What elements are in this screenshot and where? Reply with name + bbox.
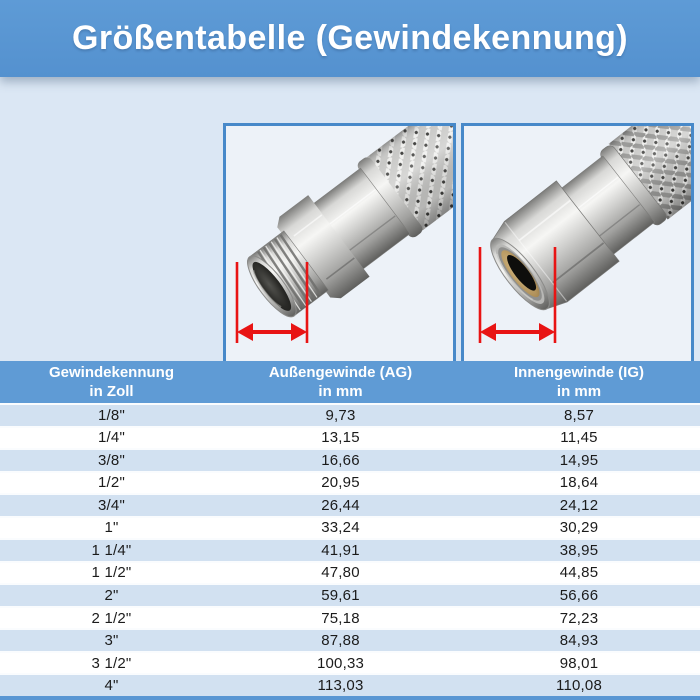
cell-zoll: 2" <box>104 587 119 605</box>
table-row <box>0 493 700 516</box>
cell-ig: 44,85 <box>559 564 599 582</box>
cell-ig: 98,01 <box>559 654 599 672</box>
cell-zoll: 1/8" <box>98 406 125 424</box>
cell-zoll: 1 1/2" <box>91 564 132 582</box>
cell-ag: 87,88 <box>321 632 360 650</box>
cell-ig: 56,66 <box>559 587 599 605</box>
cell-ag: 16,66 <box>321 451 360 469</box>
cell-ig: 84,93 <box>559 632 599 650</box>
cell-zoll: 3/8" <box>98 451 125 469</box>
table-row <box>0 403 700 426</box>
size-table <box>0 361 700 700</box>
cell-ig: 8,57 <box>564 406 594 424</box>
table-row <box>0 426 700 449</box>
cell-ig: 18,64 <box>559 474 599 492</box>
cell-ag: 75,18 <box>321 609 360 627</box>
column-header-ig-line2: in mm <box>556 383 602 400</box>
column-header-ig-line1: Innengewinde (IG) <box>514 364 644 381</box>
title-banner <box>0 0 700 77</box>
table-row <box>0 651 700 674</box>
table-row <box>0 538 700 561</box>
table-row <box>0 448 700 471</box>
male-thread-illustration <box>226 126 453 361</box>
cell-ag: 113,03 <box>317 677 364 695</box>
table-row <box>0 561 700 584</box>
cell-zoll: 3/4" <box>98 496 125 514</box>
cell-ig: 38,95 <box>559 541 599 559</box>
table-body <box>0 403 700 696</box>
cell-ag: 100,33 <box>316 654 365 672</box>
table-row <box>0 628 700 651</box>
cell-zoll: 4" <box>104 677 119 695</box>
table-row <box>0 516 700 539</box>
cell-zoll: 3" <box>104 632 119 650</box>
column-header-ig <box>458 361 700 403</box>
cell-ag: 33,24 <box>321 519 360 537</box>
cell-ag: 9,73 <box>325 406 356 424</box>
column-header-zoll <box>0 361 223 403</box>
cell-zoll: 1/2" <box>98 474 125 492</box>
table-row <box>0 673 700 696</box>
male-thread-photo <box>223 123 456 361</box>
cell-ag: 47,80 <box>321 564 360 582</box>
table-row <box>0 583 700 606</box>
cell-ag: 20,95 <box>321 474 360 492</box>
table-bottom-border <box>0 696 700 700</box>
cell-ig: 110,08 <box>556 677 602 695</box>
cell-zoll: 1" <box>104 519 119 537</box>
cell-zoll: 1/4" <box>98 429 125 447</box>
column-header-ag-line2: in mm <box>318 383 363 400</box>
column-header-ag <box>223 361 458 403</box>
female-thread-illustration <box>464 126 691 361</box>
cell-ig: 14,95 <box>559 451 599 469</box>
cell-ig: 72,23 <box>559 609 599 627</box>
column-header-zoll-line2: in Zoll <box>89 383 134 400</box>
cell-ag: 41,91 <box>321 541 360 559</box>
cell-ig: 30,29 <box>559 519 599 537</box>
page-title: Größentabelle (Gewindekennung) <box>71 19 629 57</box>
cell-zoll: 2 1/2" <box>91 609 132 627</box>
cell-zoll: 3 1/2" <box>91 654 132 672</box>
cell-zoll: 1 1/4" <box>91 541 132 559</box>
table-row <box>0 471 700 494</box>
table-header-row <box>0 361 700 403</box>
cell-ag: 59,61 <box>321 587 360 605</box>
female-thread-photo <box>461 123 694 361</box>
table-row <box>0 606 700 629</box>
cell-ag: 13,15 <box>321 429 360 447</box>
column-header-zoll-line1: Gewindekennung <box>48 364 174 381</box>
cell-ag: 26,44 <box>321 496 360 514</box>
cell-ig: 24,12 <box>559 496 599 514</box>
cell-ig: 11,45 <box>560 429 598 447</box>
column-header-ag-line1: Außengewinde (AG) <box>268 364 413 381</box>
